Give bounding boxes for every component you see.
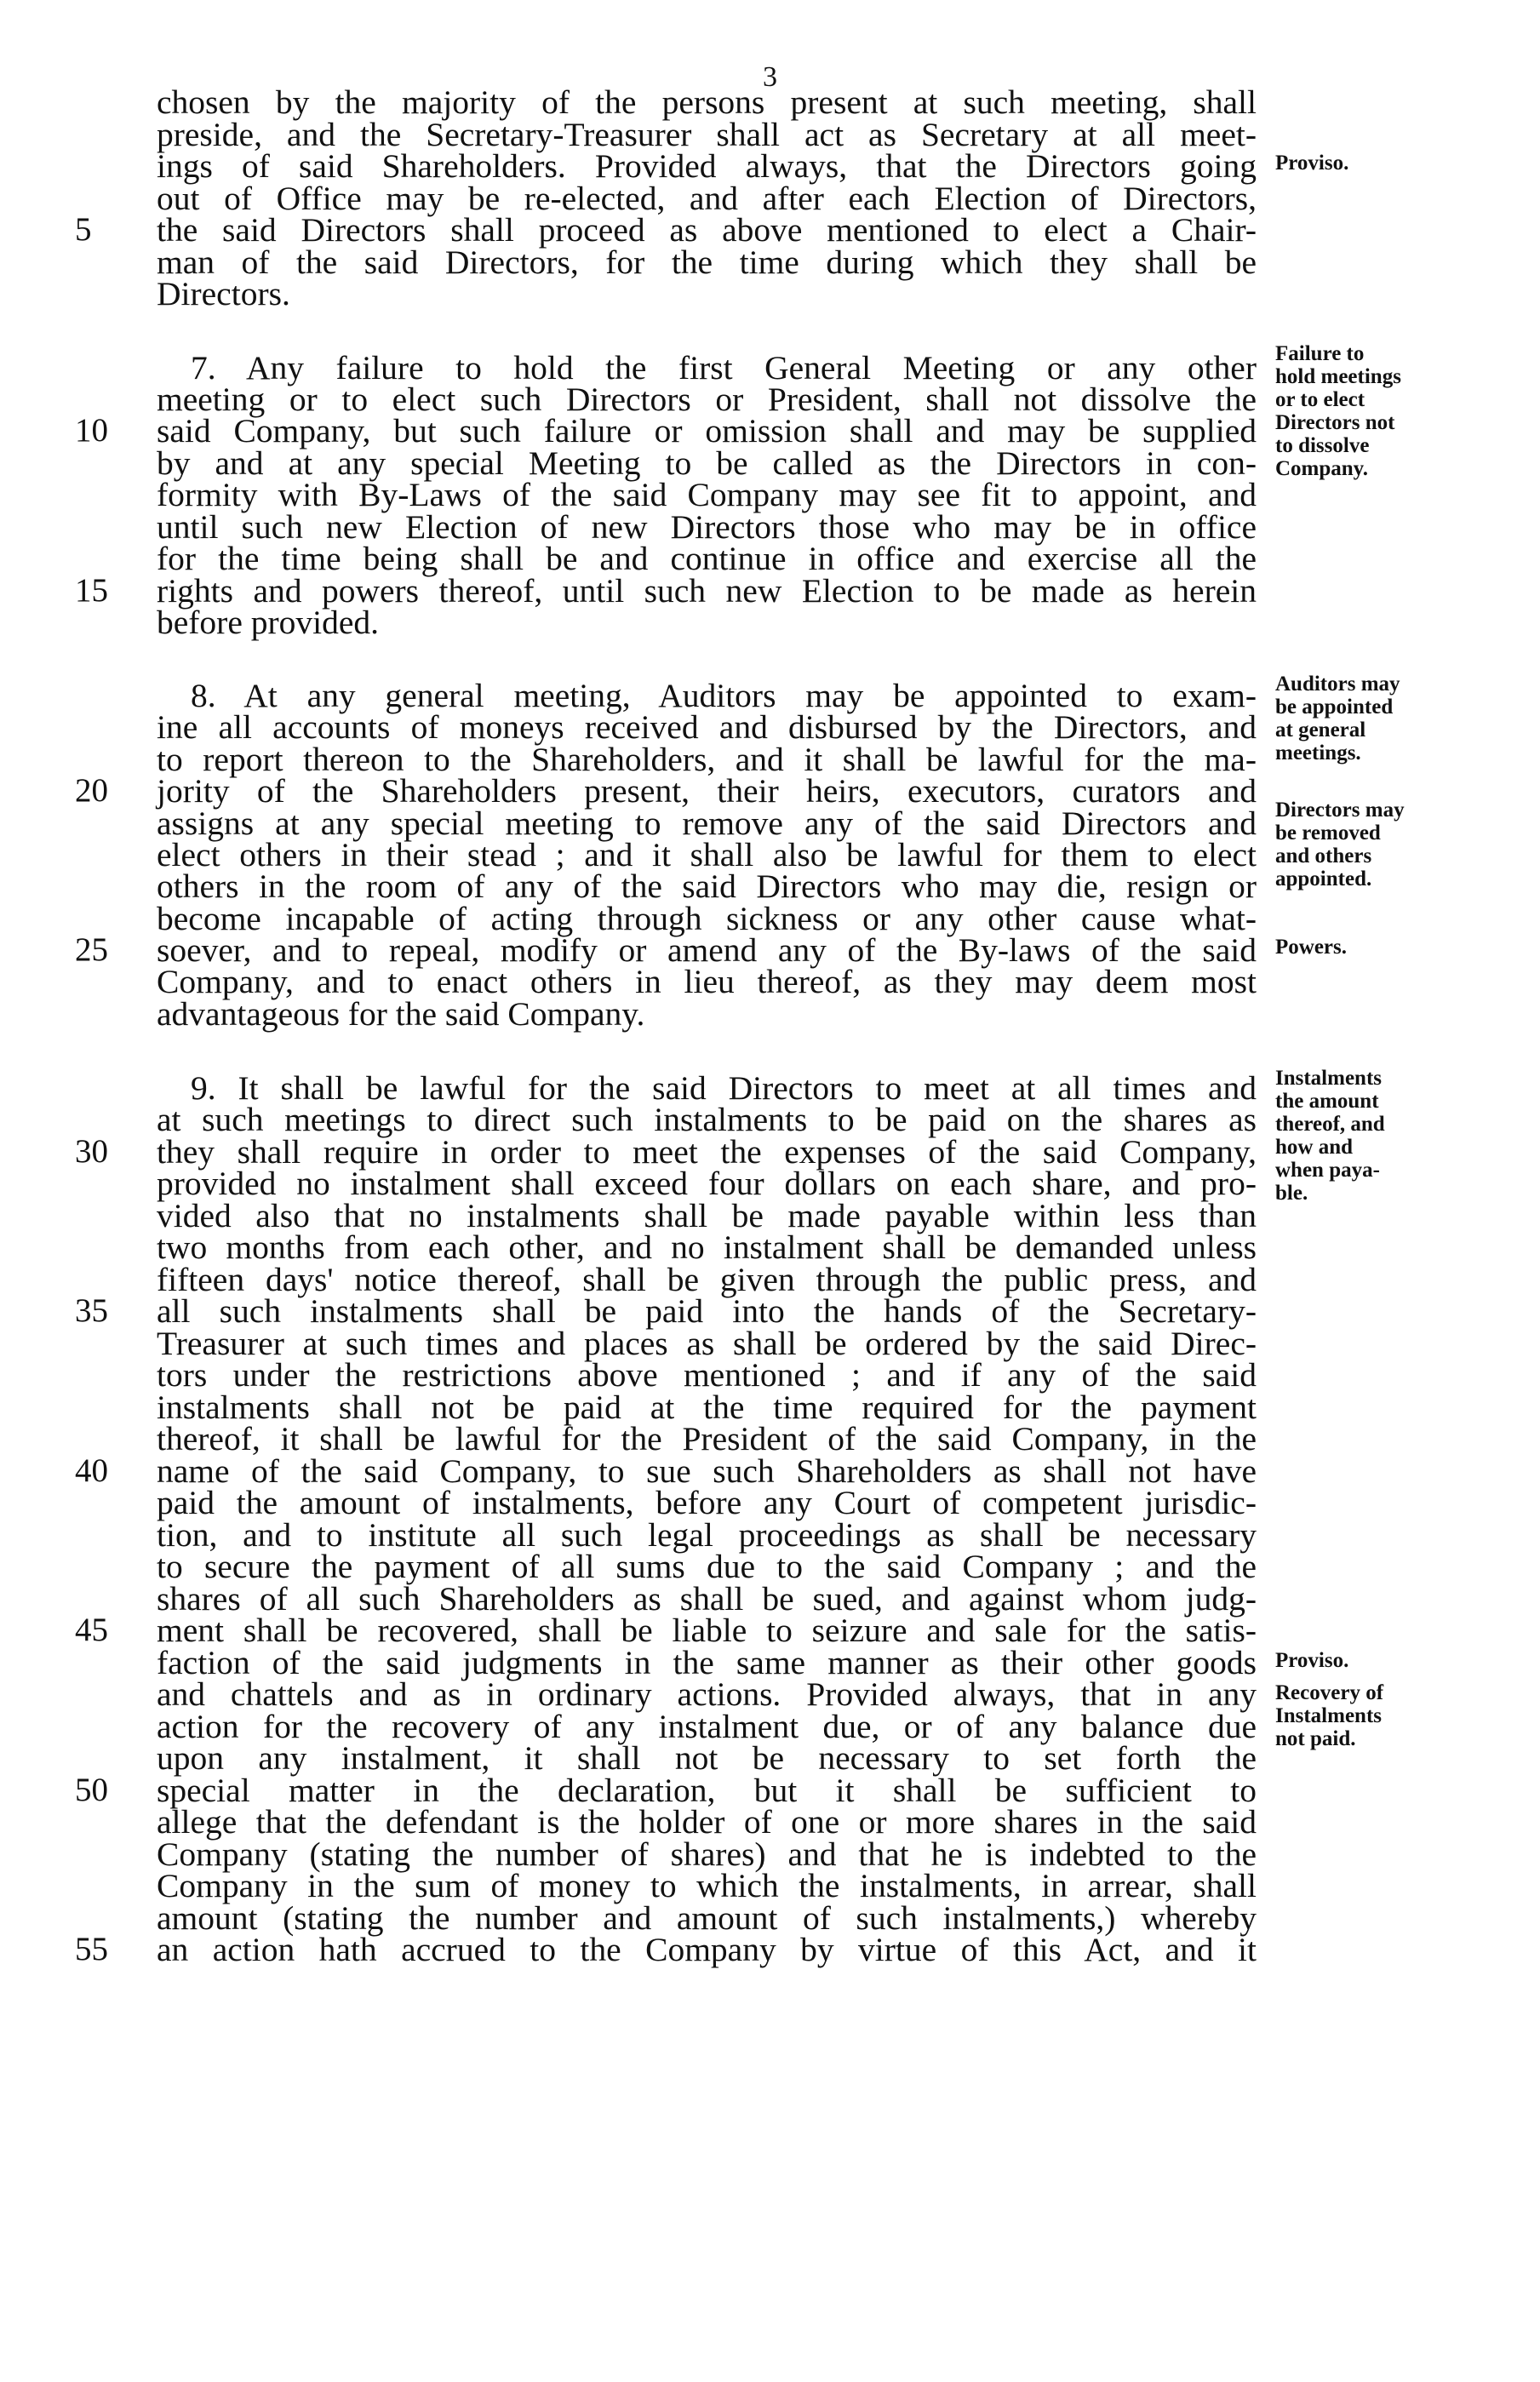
margin-note (1275, 1649, 1471, 1672)
text-line-content: paid the amount of instalments, before any Court of competent jurisdic- (157, 1484, 1257, 1521)
text-line-content: vided also that no instalments shall be made payable within less than (157, 1197, 1257, 1234)
line-number: 10 (75, 412, 108, 449)
text-line-content: and chattels and as in ordinary actions. Provided always, that in any (157, 1675, 1257, 1713)
margin-note (1275, 1681, 1471, 1750)
text-line-content: said Company, but such failure or omission shall and may be supplied (157, 412, 1257, 449)
line-number: 45 (75, 1612, 108, 1648)
margin-note-line: Directors not (1275, 411, 1395, 434)
margin-note-line: be removed (1275, 822, 1381, 845)
text-line-content: formity with By-Laws of the said Company may see fit to appoint, and (157, 476, 1257, 513)
margin-note-line: the amount (1275, 1090, 1379, 1113)
margin-note-line: how and (1275, 1136, 1354, 1159)
margin-note (1275, 342, 1471, 480)
text-line-content: until such new Election of new Directors those who may be in office (157, 508, 1257, 546)
text-line-content: by and at any special Meeting to be called as the Directors in con- (157, 444, 1257, 482)
text-line-content: the said Directors shall proceed as above mentioned to elect a Chair- (157, 211, 1257, 249)
margin-note-line: Powers. (1275, 936, 1347, 959)
text-line-content: 8. At any general meeting, Auditors may be appointed to exam- (191, 677, 1257, 714)
text-line-content: all such instalments shall be paid into the hands of the Secretary- (157, 1292, 1257, 1330)
margin-note-line: Recovery of (1275, 1681, 1384, 1704)
text-line-content: two months from each other, and no instalment shall be demanded unless (157, 1228, 1257, 1266)
text-line-content: ine all accounts of moneys received and disbursed by the Directors, and (157, 708, 1257, 746)
text-line-content: upon any instalment, it shall not be necessary to set forth the (157, 1739, 1257, 1777)
text-line-content: preside, and the Secretary-Treasurer shall act as Secretary at all meet- (157, 116, 1257, 153)
text-line-content: 7. Any failure to hold the first General Meeting or any other (191, 349, 1257, 387)
line-number: 25 (75, 931, 108, 968)
margin-note (1275, 152, 1471, 175)
line-number: 55 (75, 1931, 108, 1967)
text-line-content: instalments shall not be paid at the time required for the payment (157, 1389, 1257, 1426)
text-line-content: faction of the said judgments in the same manner as their other goods (157, 1644, 1257, 1681)
margin-note-line: Auditors may (1275, 673, 1400, 696)
page-number: 3 (763, 61, 777, 93)
line-number: 5 (75, 211, 92, 248)
text-line-content: they shall require in order to meet the expenses of the said Company, (157, 1133, 1257, 1171)
text-line-content: allege that the defendant is the holder of one or more shares in the said (157, 1803, 1257, 1841)
text-line (157, 1931, 1257, 1968)
text-line-content: action for the recovery of any instalment due, or of any balance due (157, 1708, 1257, 1745)
text-line-content: to report thereon to the Shareholders, and it shall be lawful for the ma- (157, 741, 1257, 778)
text-line-content: rights and powers thereof, until such new Election to be made as herein (157, 572, 1257, 610)
text-line-content: ings of said Shareholders. Provided always, that the Directors going (157, 147, 1257, 185)
line-number: 50 (75, 1772, 108, 1808)
text-line-content: 9. It shall be lawful for the said Directors to meet at all times and (191, 1069, 1257, 1107)
text-line-content: assigns at any special meeting to remove any of the said Directors and (157, 804, 1257, 842)
text-line-content: to secure the payment of all sums due to the said Company ; and the (157, 1548, 1257, 1585)
text-line-content: ment shall be recovered, shall be liable to seizure and sale for the satis- (157, 1612, 1257, 1649)
margin-note-line: Proviso. (1275, 152, 1349, 175)
text-line-content: advantageous for the said Company. (157, 995, 645, 1033)
text-line-content: thereof, it shall be lawful for the President of the said Company, in the (157, 1420, 1257, 1457)
text-line-content: Company, and to enact others in lieu thereof, as they may deem most (157, 963, 1257, 1000)
line-number: 35 (75, 1292, 108, 1329)
text-line-content: Company (stating the number of shares) and that he is indebted to the (157, 1835, 1257, 1873)
margin-note-line: and others (1275, 845, 1372, 867)
text-line-content: before provided. (157, 604, 380, 641)
margin-note-line: appointed. (1275, 867, 1372, 890)
margin-note-line: or to elect (1275, 388, 1365, 411)
margin-note-line: Company. (1275, 457, 1369, 480)
text-line-content: Treasurer at such times and places as shall be ordered by the said Direc- (157, 1325, 1257, 1362)
text-line-content: fifteen days' notice thereof, shall be given through the public press, and (157, 1261, 1257, 1298)
margin-note-line: Instalments (1275, 1067, 1383, 1090)
margin-note (1275, 1067, 1471, 1205)
margin-note-line: thereof, and (1275, 1113, 1385, 1136)
text-line-content: meeting or to elect such Directors or President, shall not dissolve the (157, 381, 1257, 418)
line-number: 40 (75, 1452, 108, 1489)
text-line-content: Directors. (157, 275, 290, 312)
margin-note-line: be appointed (1275, 696, 1394, 719)
line-number: 15 (75, 572, 108, 609)
text-line (157, 604, 1257, 641)
margin-note-line: hold meetings (1275, 365, 1401, 388)
text-line-content: soever, and to repeal, modify or amend any of the By-laws of the said (157, 931, 1257, 969)
text-line-content: shares of all such Shareholders as shall be sued, and against whom judg- (157, 1580, 1257, 1618)
margin-note-line: Failure to (1275, 342, 1365, 365)
text-line-content: Company in the sum of money to which the instalments, in arrear, shall (157, 1867, 1257, 1904)
margin-note (1275, 799, 1471, 890)
text-line-content: amount (stating the number and amount of such instalments,) whereby (157, 1899, 1257, 1937)
text-line (157, 995, 1257, 1033)
text-line-content: special matter in the declaration, but it shall be sufficient to (157, 1772, 1257, 1809)
margin-note-line: at general (1275, 719, 1366, 742)
text-line-content: elect others in their stead ; and it shall also be lawful for them to elect (157, 836, 1257, 873)
line-number: 20 (75, 772, 108, 809)
margin-note-line: to dissolve (1275, 434, 1370, 457)
text-line-content: for the time being shall be and continue in office and exercise all the (157, 540, 1257, 577)
text-line-content: tion, and to institute all such legal proceedings as shall be necessary (157, 1516, 1257, 1554)
text-line (157, 275, 1257, 312)
text-line-content: others in the room of any of the said Directors who may die, resign or (157, 867, 1257, 905)
text-line-content: become incapable of acting through sickness or any other cause what- (157, 900, 1257, 937)
text-line-content: an action hath accrued to the Company by virtue of this Act, and it (157, 1931, 1257, 1968)
margin-note-line: Instalments (1275, 1704, 1383, 1727)
text-line-content: man of the said Directors, for the time during which they shall be (157, 243, 1257, 281)
line-number: 30 (75, 1133, 108, 1170)
margin-note-line: when paya- (1275, 1159, 1380, 1182)
text-line-content: jority of the Shareholders present, their heirs, executors, curators and (157, 772, 1257, 810)
text-line-content: name of the said Company, to sue such Shareholders as shall not have (157, 1452, 1257, 1490)
text-line-content: provided no instalment shall exceed four dollars on each share, and pro- (157, 1165, 1257, 1202)
text-line-content: out of Office may be re-elected, and after each Election of Directors, (157, 180, 1257, 217)
margin-note-line: Proviso. (1275, 1649, 1349, 1672)
text-line-content: tors under the restrictions above mentioned ; and if any of the said (157, 1356, 1257, 1394)
margin-note-line: meetings. (1275, 742, 1361, 764)
margin-note-line: ble. (1275, 1182, 1308, 1205)
margin-note (1275, 936, 1471, 959)
margin-note (1275, 673, 1471, 764)
margin-note-line: not paid. (1275, 1727, 1356, 1750)
margin-note-line: Directors may (1275, 799, 1405, 822)
text-line-content: at such meetings to direct such instalments to be paid on the shares as (157, 1101, 1257, 1138)
text-line-content: chosen by the majority of the persons present at such meeting, shall (157, 83, 1257, 121)
